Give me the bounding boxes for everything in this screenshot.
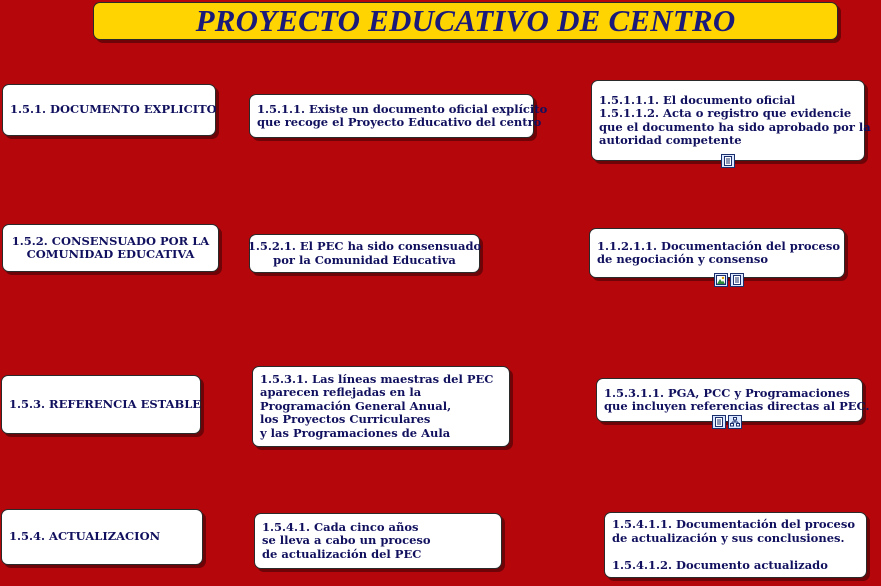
indicator-text: aparecen reflejadas en la [260,385,422,400]
evidence-node-1-5-1-1[interactable] [591,80,871,161]
title-banner [93,2,838,40]
indicator-text: por la Comunidad Educativa [273,252,456,267]
evidence-text: 1.5.1.1.2. Acta o registro que evidencie [599,106,852,120]
indicator-text: de actualización del PEC [262,546,422,561]
indicator-text: 1.5.1.1. Existe un documento oficial explícito [257,101,548,116]
criterion-text: COMUNIDAD EDUCATIVA [26,247,195,261]
evidence-spacer [612,545,859,559]
evidence-text: que incluyen referencias directas al PEC. [604,399,870,413]
evidence-text: de negociación y consenso [597,252,768,266]
indicator-text: 1.5.2.1. El PEC ha sido consensuado [247,239,482,253]
sitemap-icon[interactable] [728,415,742,429]
attachment-icons [721,154,735,168]
criterion-text: 1.5.3. REFERENCIA ESTABLE [9,396,202,411]
evidence-text: 1.5.4.1.2. Documento actualizado [612,557,828,572]
evidence-node-1-5-4-1-1[interactable] [604,512,867,578]
indicator-text: Programación General Anual, [260,398,452,413]
indicator-node-1-5-1-1[interactable] [249,94,548,138]
criterion-node-1-5-3[interactable] [1,375,201,434]
indicator-node-1-5-4-1[interactable] [254,513,502,569]
attachment-icons [714,273,744,287]
indicator-text: 1.5.3.1. Las líneas maestras del PEC [260,371,494,386]
evidence-text: 1.1.2.1.1. Documentación del proceso [597,238,841,253]
criterion-node-1-5-1[interactable] [2,84,216,136]
attachment-icons [712,415,742,429]
evidence-text: que el documento ha sido aprobado por la [599,119,871,134]
indicator-text: y las Programaciones de Aula [260,425,451,440]
evidence-text: 1.5.1.1.1. El documento oficial [599,92,796,107]
document-icon[interactable] [712,415,726,429]
indicator-node-1-5-2-1[interactable] [249,234,480,273]
indicator-text: se lleva a cabo un proceso [262,533,431,548]
criterion-text: 1.5.4. ACTUALIZACION [9,529,161,544]
indicator-node-1-5-3-1[interactable] [252,366,510,447]
criterion-node-1-5-4[interactable] [1,509,203,565]
page-title: PROYECTO EDUCATIVO DE CENTRO [195,3,736,38]
evidence-node-1-1-2-1-1[interactable] [589,228,845,278]
criterion-text: 1.5.1. DOCUMENTO EXPLICITO [10,102,217,117]
evidence-text: 1.5.4.1.1. Documentación del proceso [612,517,856,531]
evidence-text: 1.5.3.1.1. PGA, PCC y Programaciones [604,385,850,400]
criterion-node-1-5-2[interactable] [2,224,219,272]
indicator-text: 1.5.4.1. Cada cinco años [262,519,419,534]
image-icon[interactable] [714,273,728,287]
evidence-text: autoridad competente [599,133,742,147]
document-icon[interactable] [721,154,735,168]
document-icon[interactable] [730,273,744,287]
evidence-text: de actualización y sus conclusiones. [612,530,845,545]
indicator-text: que recoge el Proyecto Educativo del centro [257,115,542,129]
indicator-text: los Proyectos Curriculares [260,412,431,427]
criterion-text: 1.5.2. CONSENSUADO POR LA [11,233,210,248]
